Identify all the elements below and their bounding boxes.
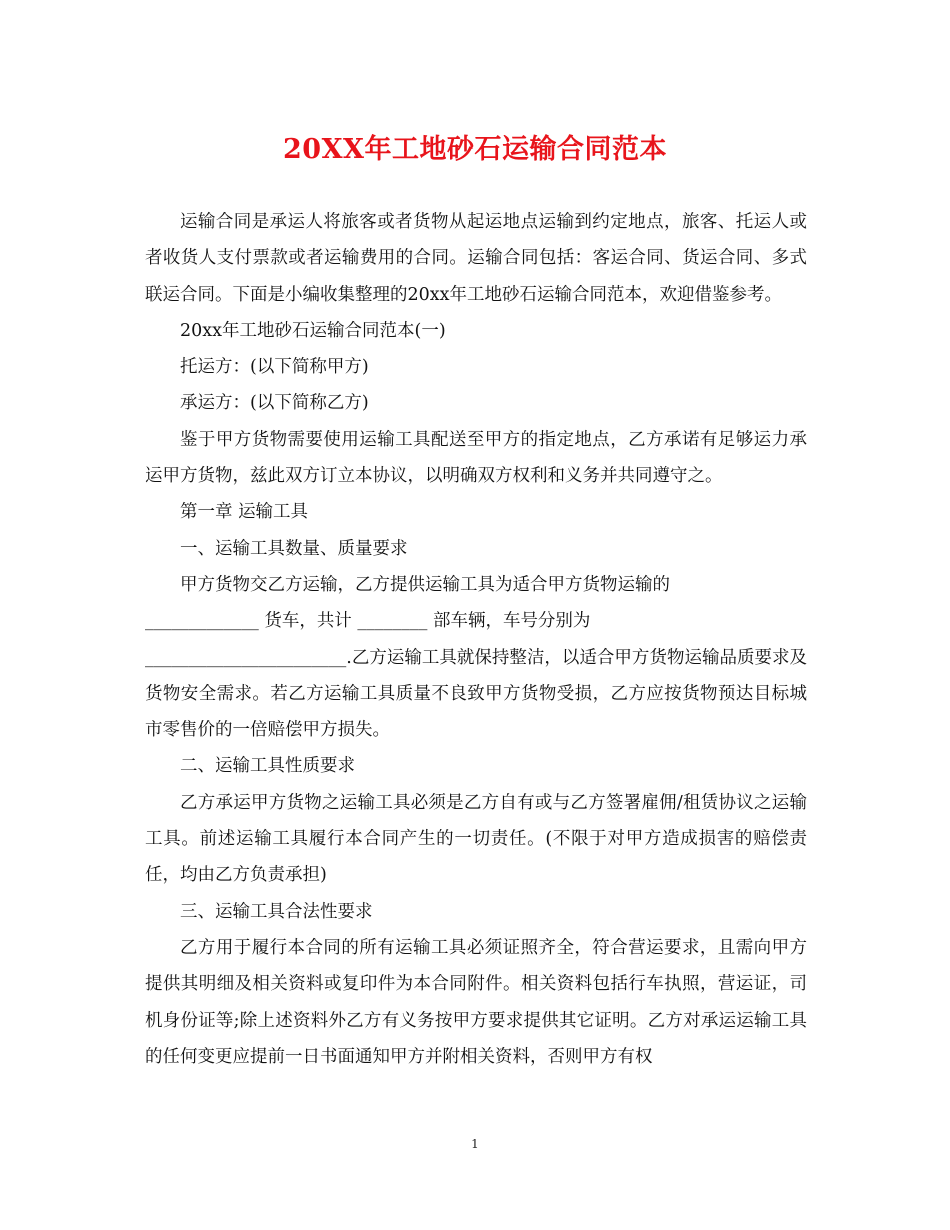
paragraph-whereas: 鉴于甲方货物需要使用运输工具配送至甲方的指定地点，乙方承诺有足够运力承运甲方货物，兹此双方订立本协议，以明确双方权利和义务并共同遵守之。 [145, 429, 807, 487]
paragraph-intro: 运输合同是承运人将旅客或者货物从起运地点运输到约定地点，旅客、托运人或者收货人支付票款或者运输费用的合同。运输合同包括：客运合同、货运合同、多式联运合同。下面是小编收集整理的20xx年工地砂石运输合同范本，欢迎借鉴参考。 [145, 212, 807, 305]
paragraph-section-one: 一、运输工具数量、质量要求 [180, 538, 408, 559]
document-title: 20XX年工地砂石运输合同范本 [283, 134, 667, 165]
paragraph-blank-fields: _____________ 货车，共计 ________ 部车辆，车号分别为 [145, 611, 591, 632]
paragraph-vehicle-quality: _______________________.乙方运输工具就保持整洁，以适合甲方货物运输品质要求及货物安全需求。若乙方运输工具质量不良致甲方货物受损，乙方应按货物预达目标城市零售价的一倍赔偿甲方损失。 [145, 647, 807, 741]
paragraph-section-one-text: 甲方货物交乙方运输，乙方提供运输工具为适合甲方货物运输的 [180, 574, 670, 595]
document-body [145, 204, 807, 1075]
paragraph-section-two-text: 乙方承运甲方货物之运输工具必须是乙方自有或与乙方签署雇佣/租赁协议之运输工具。前述运输工具履行本合同产生的一切责任。(不限于对甲方造成损害的赔偿责任，均由乙方负责承担) [145, 792, 807, 886]
paragraph-chapter-one: 第一章 运输工具 [180, 502, 309, 523]
paragraph-contract-heading: 20xx年工地砂石运输合同范本(一) [180, 320, 446, 341]
paragraph-carrier: 承运方：(以下简称乙方) [180, 393, 369, 414]
paragraph-section-three-text: 乙方用于履行本合同的所有运输工具必须证照齐全，符合营运要求，且需向甲方提供其明细及相关资料或复印件为本合同附件。相关资料包括行车执照，营运证，司机身份证等;除上述资料外乙方有义务按甲方要求提供其它证明。乙方对承运运输工具的任何变更应提前一日书面通知甲方并附相关资料，否则甲方有权 [145, 937, 807, 1067]
paragraph-section-three: 三、运输工具合法性要求 [180, 901, 373, 922]
paragraph-section-two: 二、运输工具性质要求 [180, 756, 355, 777]
page-number: 1 [471, 1137, 479, 1151]
paragraph-consignor: 托运方：(以下简称甲方) [180, 357, 369, 378]
